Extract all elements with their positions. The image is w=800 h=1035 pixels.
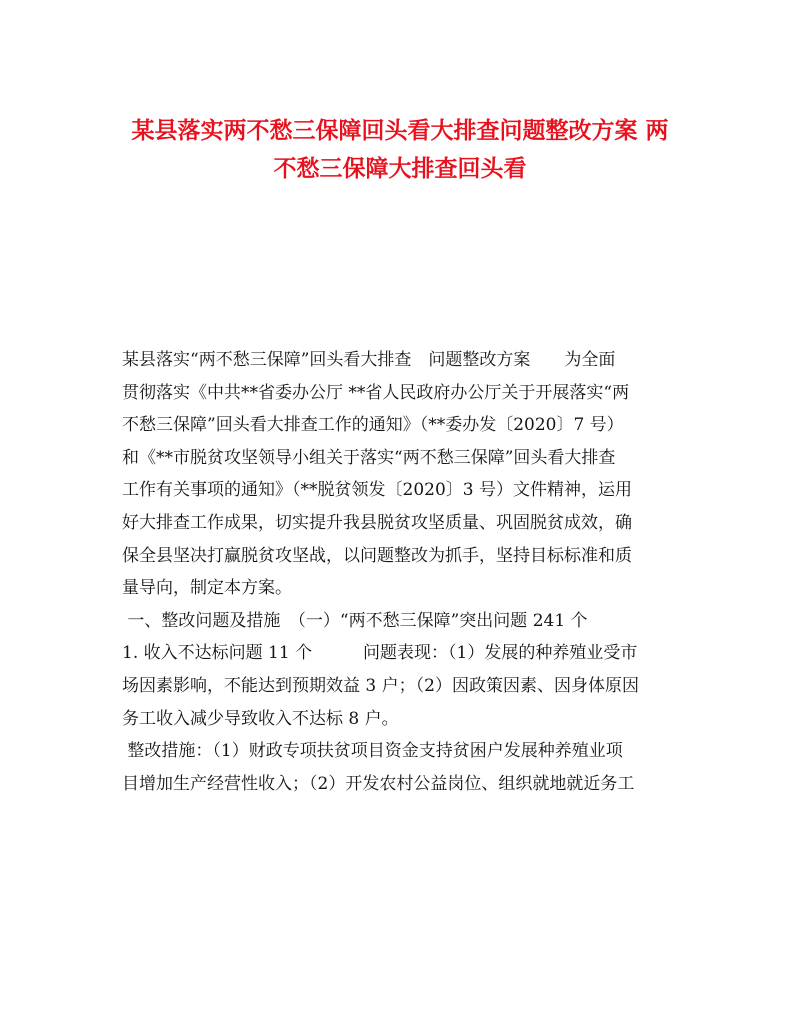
document-title (110, 112, 690, 188)
paragraph-line: 务工收入减少导致收入不达标 8 户。 (122, 708, 399, 729)
intro-paragraph (122, 344, 682, 605)
title-line-2: 不愁三保障大排查回头看 (273, 155, 527, 182)
paragraph-line: 目增加生产经营性收入；（2）开发农村公益岗位、组织就地就近务工 (122, 773, 635, 794)
paragraph-line: 好大排查工作成果，切实提升我县脱贫攻坚质量、巩固脱贫成效，确 (122, 512, 632, 533)
paragraph-line: 贯彻落实《中共**省委办公厅 **省人民政府办公厅关于开展落实“两 (122, 382, 630, 403)
measures-paragraph (122, 735, 682, 800)
paragraph-line: 1. 收入不达标问题 11 个 问题表现：（1）发展的种养殖业受市 (122, 643, 638, 664)
paragraph-line: 不愁三保障”回头看大排查工作的通知》（**委办发〔2020〕7 号） (122, 415, 624, 436)
paragraph-line: 场因素影响，不能达到预期效益 3 户；（2）因政策因素、因身体原因 (122, 675, 639, 696)
document-body (122, 344, 682, 800)
paragraph-line: 量导向，制定本方案。 (122, 578, 292, 599)
title-line-1: 某县落实两不愁三保障回头看大排查问题整改方案 两 (131, 117, 669, 144)
paragraph-line: 和《**市脱贫攻坚领导小组关于落实“两不愁三保障”回头看大排查 (122, 447, 616, 468)
section-heading-line: 一、整改问题及措施 （一）“两不愁三保障”突出问题 241 个 (122, 610, 588, 631)
paragraph-line: 工作有关事项的通知》（**脱贫领发〔2020〕3 号）文件精神，运用 (122, 480, 632, 501)
paragraph-line: 某县落实“两不愁三保障”回头看大排查 问题整改方案 为全面 (122, 350, 616, 370)
paragraph-line: 整改措施：（1）财政专项扶贫项目资金支持贫困户发展种养殖业项 (122, 741, 623, 762)
section-heading (122, 605, 682, 638)
paragraph-line: 保全县坚决打赢脱贫攻坚战，以问题整改为抓手，坚持目标标准和质 (122, 545, 632, 566)
item-1-paragraph (122, 637, 682, 735)
